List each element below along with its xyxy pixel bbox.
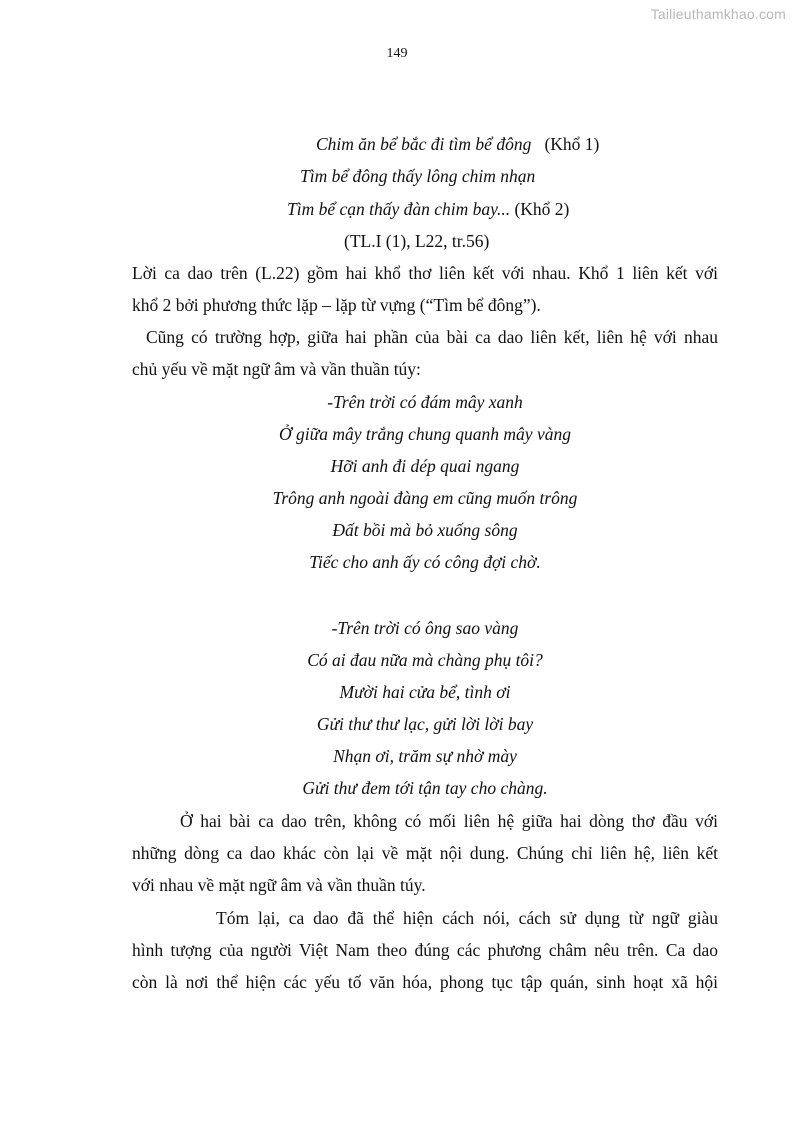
poem3-line xyxy=(132,745,718,767)
poem1-line1-text: Chim ăn bể bắc đi tìm bể đông xyxy=(316,134,532,154)
paragraph-4-row-2: hình tượng của người Việt Nam theo đúng các phương châm nêu trên. Ca dao xyxy=(132,940,718,960)
poem2-line xyxy=(132,455,718,477)
poem3-line-text: Gửi thư đem tới tận tay cho chàng. xyxy=(302,778,548,798)
poem3-line-text: Gửi thư thư lạc, gửi lời lời bay xyxy=(316,714,534,734)
paragraph-3-row-2: những dòng ca dao khác còn lại về mặt nội dung. Chúng chỉ liên hệ, liên kết xyxy=(132,843,718,863)
poem2-line xyxy=(132,519,718,541)
poem3-line-text: -Trên trời có ông sao vàng xyxy=(331,618,519,638)
watermark: Tailieuthamkhao.com xyxy=(650,6,786,22)
poem3-line xyxy=(132,681,718,703)
poem2-line xyxy=(132,551,718,573)
poem2-line-text: Ở giữa mây trắng chung quanh mây vàng xyxy=(279,424,571,444)
poem1-line3-text: Tìm bể cạn thấy đàn chim bay... xyxy=(287,199,511,219)
poem2-line xyxy=(132,391,718,413)
poem1-citation: (TL.I (1), L22, tr.56) xyxy=(344,231,490,251)
poem1-line3-note: (Khổ 2) xyxy=(514,199,570,219)
paragraph-4-row-3: còn là nơi thể hiện các yếu tố văn hóa, phong tục tập quán, sinh hoạt xã hội xyxy=(132,972,718,992)
paragraph-4-row-1: Tóm lại, ca dao đã thể hiện cách nói, cách sử dụng từ ngữ giàu xyxy=(216,908,718,928)
poem2-line xyxy=(132,487,718,509)
page-number: 149 xyxy=(386,46,408,61)
paragraph-2 xyxy=(132,321,718,385)
poem3-line-text: Nhạn ơi, trăm sự nhờ mày xyxy=(333,746,517,766)
poem3-line xyxy=(132,713,718,735)
poem3-line xyxy=(132,617,718,639)
paragraph-1 xyxy=(132,257,718,321)
paragraph-3 xyxy=(132,805,718,901)
poem2-line-text: -Trên trời có đám mây xanh xyxy=(327,392,523,412)
poem2-line xyxy=(132,423,718,445)
poem1-line1-note: (Khổ 1) xyxy=(544,134,600,154)
poem3-line-text: Có ai đau nữa mà chàng phụ tôi? xyxy=(307,650,543,670)
poem3-line xyxy=(132,777,718,799)
poem2-line-text: Trông anh ngoài đàng em cũng muốn trông xyxy=(272,488,578,508)
poem3-line xyxy=(132,649,718,671)
poem1-line3 xyxy=(287,198,569,220)
paragraph-4 xyxy=(132,902,718,998)
paragraph-2-row-2: chủ yếu về mặt ngữ âm và vần thuần túy: xyxy=(132,359,421,379)
paragraph-1-row-1: Lời ca dao trên (L.22) gồm hai khổ thơ liên kết với nhau. Khổ 1 liên kết với xyxy=(132,263,718,283)
poem1-line1 xyxy=(316,133,599,155)
poem2-line-text: Đất bồi mà bỏ xuống sông xyxy=(332,520,518,540)
poem2-line-text: Tiếc cho anh ấy có công đợi chờ. xyxy=(309,552,541,572)
paragraph-2-row-1: Cũng có trường hợp, giữa hai phần của bài ca dao liên kết, liên hệ với nhau xyxy=(146,327,718,347)
poem2-line-text: Hỡi anh đi dép quai ngang xyxy=(330,456,520,476)
poem1-line2 xyxy=(300,165,535,187)
poem1-line2-text: Tìm bể đông thấy lông chim nhạn xyxy=(300,166,536,186)
paragraph-3-row-3: với nhau về mặt ngữ âm và vần thuần túy. xyxy=(132,875,426,895)
paragraph-1-row-2: khổ 2 bởi phương thức lặp – lặp từ vựng (“Tìm bể đông”). xyxy=(132,295,541,315)
paragraph-3-row-1: Ở hai bài ca dao trên, không có mối liên hệ giữa hai dòng thơ đầu với xyxy=(180,811,718,831)
poem3-line-text: Mười hai cửa bể, tình ơi xyxy=(339,682,511,702)
